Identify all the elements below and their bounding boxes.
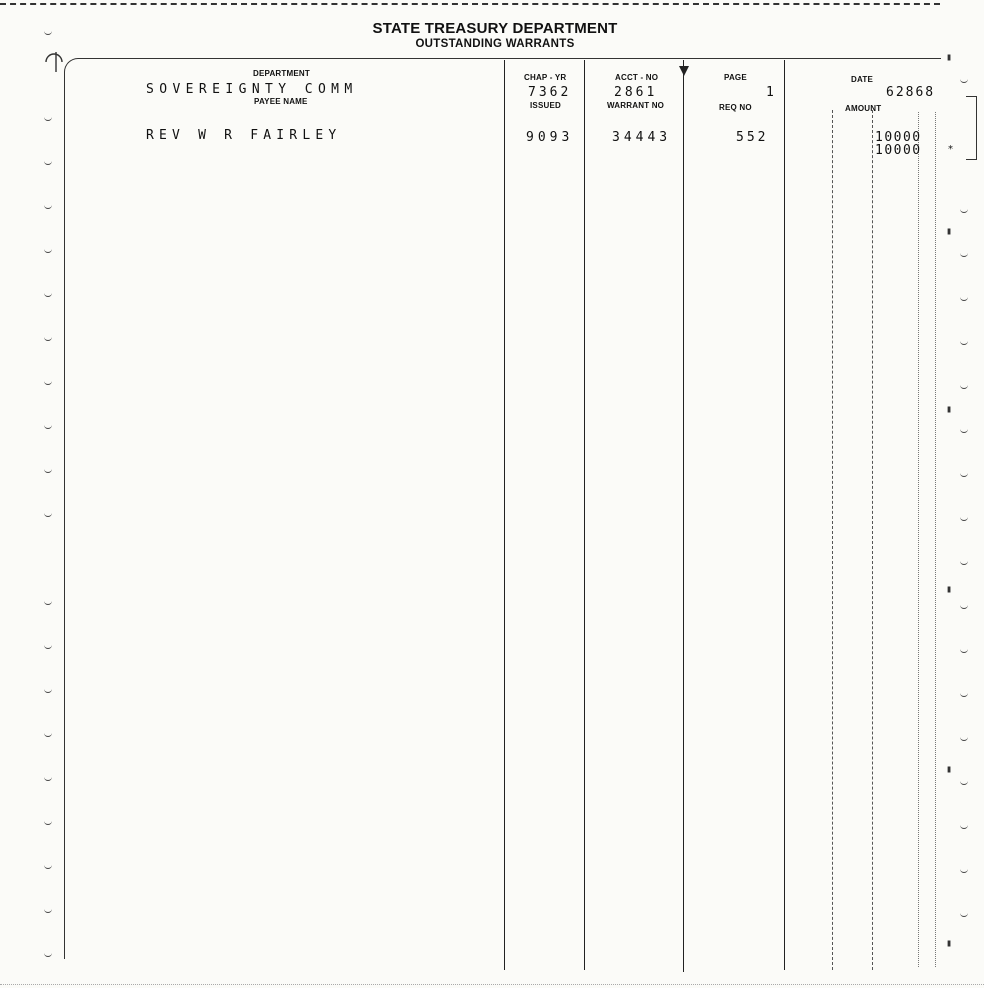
feed-mark-icon [44, 864, 52, 869]
feed-mark-icon [44, 424, 52, 429]
req-no-value: 552 [736, 130, 769, 145]
amount-guide [918, 112, 919, 967]
column-rule [504, 60, 505, 970]
feed-mark-icon [44, 512, 52, 517]
feed-mark-icon [960, 340, 968, 345]
column-rule [683, 60, 684, 972]
amount-guide [832, 110, 833, 970]
amount-value: 10000 [875, 130, 922, 145]
feed-mark-icon [960, 428, 968, 433]
page-label: PAGE [724, 73, 747, 82]
feed-mark-icon [960, 78, 968, 83]
req-no-label: REQ NO [719, 103, 752, 112]
feed-mark-icon [44, 336, 52, 341]
feed-mark-icon [44, 600, 52, 605]
amount-label: AMOUNT [845, 104, 882, 113]
feed-mark-icon [960, 648, 968, 653]
feed-mark-icon [960, 384, 968, 389]
feed-mark-icon [44, 908, 52, 913]
feed-mark-icon [960, 824, 968, 829]
edge-mark-icon: ▮ [946, 226, 953, 237]
acct-no-value: 2861 [614, 85, 658, 100]
column-rule [584, 60, 585, 970]
form-title: STATE TREASURY DEPARTMENT [372, 20, 618, 37]
amount-guide [935, 112, 936, 967]
edge-mark-icon: ▮ [946, 584, 953, 595]
page-value: 1 [766, 85, 777, 100]
feed-mark-icon [960, 208, 968, 213]
feed-mark-icon [960, 736, 968, 741]
issued-value: 9093 [526, 130, 574, 145]
feed-mark-icon [960, 252, 968, 257]
feed-mark-icon [44, 776, 52, 781]
feed-mark-icon [44, 292, 52, 297]
feed-mark-icon [960, 604, 968, 609]
date-value: 62868 [886, 85, 936, 100]
department-value: SOVEREIGNTY COMM [146, 82, 358, 97]
feed-mark-icon [960, 472, 968, 477]
amount-total-value: 10000 [875, 143, 922, 158]
feed-mark-icon [44, 248, 52, 253]
feed-mark-icon [44, 732, 52, 737]
top-perforation [0, 3, 940, 5]
feed-mark-icon [960, 560, 968, 565]
feed-mark-icon [960, 296, 968, 301]
warrant-no-label: WARRANT NO [607, 101, 665, 110]
chap-yr-label: CHAP - YR [524, 73, 567, 82]
feed-mark-icon [44, 380, 52, 385]
feed-mark-icon [44, 952, 52, 957]
payee-name-label: PAYEE NAME [254, 97, 308, 106]
edge-mark-icon: ▮ [946, 404, 953, 415]
feed-mark-icon [960, 868, 968, 873]
feed-mark-icon [960, 780, 968, 785]
right-edge-bracket [966, 96, 977, 160]
feed-mark-icon [960, 912, 968, 917]
feed-mark-icon [44, 688, 52, 693]
form-subtitle: OUTSTANDING WARRANTS [415, 38, 575, 50]
bottom-perforation [0, 984, 984, 985]
edge-mark-icon: ▮ [946, 52, 953, 63]
form-frame [64, 58, 941, 959]
alignment-arrow-icon [679, 66, 689, 76]
warrant-no-value: 34443 [612, 130, 672, 145]
acct-no-label: ACCT - NO [615, 73, 659, 82]
edge-mark-icon: ▮ [946, 764, 953, 775]
department-label: DEPARTMENT [253, 69, 310, 78]
feed-mark-icon [44, 644, 52, 649]
total-marker: * [948, 144, 953, 155]
feed-mark-icon [44, 116, 52, 121]
feed-mark-icon [44, 820, 52, 825]
column-rule [784, 60, 785, 970]
feed-mark-icon [960, 516, 968, 521]
date-label: DATE [851, 75, 873, 84]
feed-mark-icon [44, 160, 52, 165]
edge-mark-icon: ▮ [946, 938, 953, 949]
amount-guide [872, 110, 873, 970]
feed-mark-icon [960, 692, 968, 697]
issued-label: ISSUED [530, 101, 561, 110]
feed-mark-icon [44, 204, 52, 209]
payee-name-value: REV W R FAIRLEY [146, 128, 342, 143]
chap-yr-value: 7362 [528, 85, 572, 100]
feed-mark-icon [44, 468, 52, 473]
registration-mark-icon [40, 50, 64, 74]
